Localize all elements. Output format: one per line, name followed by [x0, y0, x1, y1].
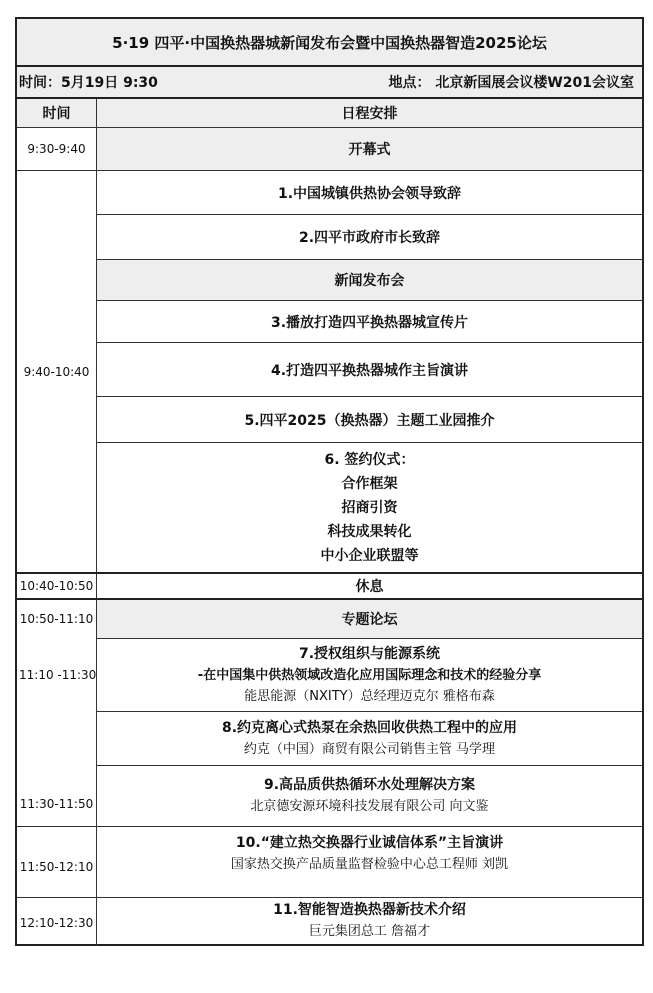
- page-title: 5·19 四平·中国换热器城新闻发布会暨中国换热器智造2025论坛: [17, 19, 642, 65]
- industrial-park-promotion: 5.四平2025（换热器）主题工业园推介: [244, 412, 495, 429]
- signing-item: 合作框架: [341, 475, 398, 492]
- opening-time: 9:30-9:40: [27, 142, 86, 156]
- talk-11: [97, 898, 642, 944]
- talk8-speaker: 约克（中国）商贸有限公司销售主管 马学理: [243, 741, 496, 757]
- schedule-column-header: 日程安排: [97, 99, 642, 127]
- event-location: 地点： 北京新国展会议楼W201会议室: [388, 75, 634, 91]
- keynote-speech: 4.打造四平换热器城作主旨演讲: [270, 362, 469, 379]
- talk-9: [97, 766, 642, 826]
- talk7-subtitle: -在中国集中供热领域改造化应用国际理念和技术的经验分享: [197, 667, 542, 683]
- talk10-speaker: 国家热交换产品质量监督检验中心总工程师 刘凯: [230, 857, 509, 872]
- talk11-time: 12:10-12:30: [19, 916, 94, 930]
- break-time: 10:40-10:50: [19, 579, 94, 593]
- talk10-time: 11:50-12:10: [19, 860, 94, 874]
- signing-item: 中小企业联盟等: [320, 547, 419, 564]
- talk9-speaker: 北京德安源环境科技发展有限公司 向文鉴: [250, 799, 489, 814]
- press-conference: 新闻发布会: [97, 260, 642, 300]
- time-column-header: 时间: [17, 99, 96, 127]
- signing-title: 6. 签约仪式：: [324, 451, 415, 468]
- talk-7: [97, 639, 642, 711]
- talk7-title: 7.授权组织与能源系统: [298, 645, 441, 662]
- break: 休息: [355, 579, 384, 595]
- talk-10: [97, 827, 642, 897]
- talk-8: [97, 712, 642, 765]
- event-time: 时间：5月19日 9:30: [19, 75, 158, 91]
- signing-item: 招商引资: [341, 499, 398, 516]
- block1-time: 9:40-10:40: [23, 364, 90, 379]
- speech-1: 1.中国城镇供热协会领导致辞: [277, 185, 462, 202]
- forum-time: 10:50-11:10: [19, 612, 94, 626]
- signing-item: 科技成果转化: [327, 523, 412, 540]
- talk9-title: 9.高品质供热循环水处理解决方案: [263, 777, 476, 793]
- talk7-speaker: 能思能源（NXITY）总经理迈克尔 雅格布森: [244, 688, 495, 704]
- opening-ceremony: 开幕式: [97, 128, 642, 170]
- talk10-title: 10.“建立热交换器行业诚信体系”主旨演讲: [235, 835, 504, 851]
- talk7-time: 11:10 -11:30: [19, 668, 96, 682]
- info-row: [17, 67, 642, 97]
- promo-video: 3.播放打造四平换热器城宣传片: [270, 314, 469, 331]
- talk11-title: 11.智能智造换热器新技术介绍: [273, 902, 466, 918]
- speech-2: 2.四平市政府市长致辞: [298, 230, 441, 246]
- talk9-time: 11:30-11:50: [19, 797, 94, 811]
- talk8-title: 8.约克离心式热泵在余热回收供热工程中的应用: [221, 719, 518, 736]
- special-forum: 专题论坛: [97, 600, 642, 638]
- signing-ceremony: [97, 443, 642, 572]
- talk11-speaker: 巨元集团总工 詹福才: [308, 924, 431, 939]
